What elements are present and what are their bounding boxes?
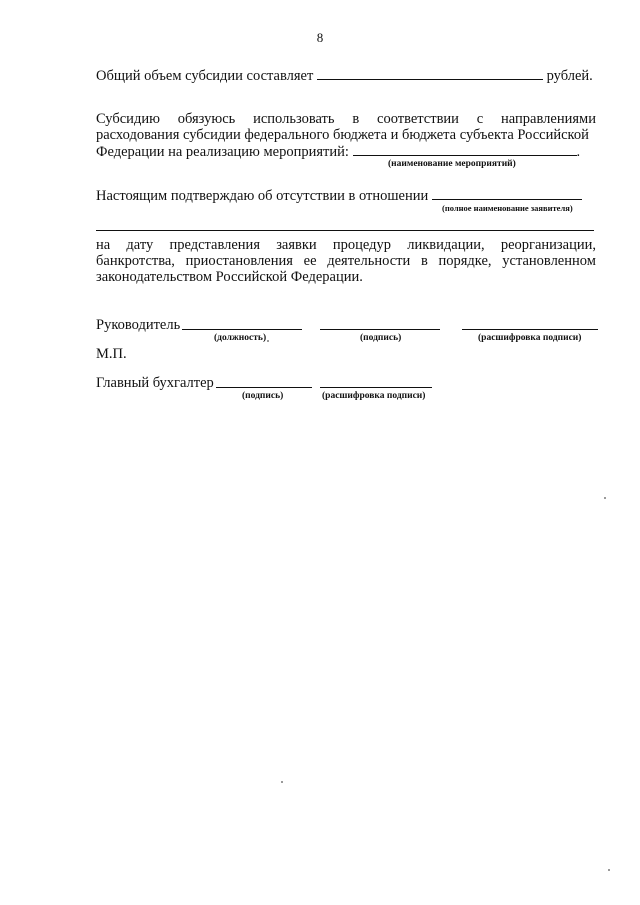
commitment-line-2: расходования субсидии федерального бюджета и бюджета субъекта Российской: [96, 127, 589, 143]
statement-word: в: [420, 253, 428, 269]
head-position-caption: (должность): [214, 333, 267, 343]
scan-speck: [604, 497, 606, 499]
head-signature-field[interactable]: [320, 329, 440, 330]
applicant-name-continuation-line[interactable]: [96, 230, 594, 231]
commitment-word: с: [476, 111, 484, 127]
subsidy-unit: рублей.: [546, 68, 593, 84]
applicant-caption: (полное наименование заявителя): [442, 203, 573, 213]
statement-word: процедур: [332, 237, 392, 253]
commitment-word: Субсидию: [96, 111, 160, 127]
events-caption: (наименование мероприятий): [388, 159, 516, 169]
statement-word: приостановления: [185, 253, 293, 269]
statement-word: заявки: [276, 237, 317, 253]
accountant-signature-caption: (подпись): [242, 391, 284, 401]
scan-speck: [267, 340, 269, 342]
statement-word: реорганизации,: [500, 237, 596, 253]
accountant-name-caption: (расшифровка подписи): [322, 391, 426, 401]
statement-word: на: [96, 237, 111, 253]
commitment-events-label: Федерации на реализацию мероприятий:: [96, 144, 349, 160]
commitment-word: направлениями: [501, 111, 596, 127]
commitment-word: соответствии: [377, 111, 459, 127]
commitment-word: обязуюсь: [177, 111, 236, 127]
scan-speck: [281, 781, 283, 783]
statement-word: ее: [303, 253, 317, 269]
subsidy-total-line: [96, 66, 593, 85]
subsidy-total-label: Общий объем субсидии составляет: [96, 68, 314, 84]
statement-word: ликвидации,: [407, 237, 485, 253]
statement-word: деятельности: [327, 253, 411, 269]
subsidy-amount-field[interactable]: [317, 66, 543, 80]
accountant-signature-field[interactable]: [216, 387, 312, 388]
scan-speck: [608, 869, 610, 871]
head-name-field[interactable]: [462, 329, 598, 330]
applicant-name-field[interactable]: [432, 186, 582, 200]
head-label: Руководитель: [96, 317, 181, 333]
statement-word: установленном: [502, 253, 596, 269]
statement-word: банкротства,: [96, 253, 175, 269]
head-signature-caption: (подпись): [360, 333, 402, 343]
head-name-caption: (расшифровка подписи): [478, 333, 582, 343]
accountant-label: Главный бухгалтер: [96, 375, 214, 391]
page-number: 8: [316, 30, 324, 45]
statement-word: дату: [126, 237, 154, 253]
statement-word: представления: [169, 237, 260, 253]
accountant-name-field[interactable]: [320, 387, 432, 388]
events-name-field[interactable]: [353, 142, 577, 156]
commitment-word: в: [352, 111, 360, 127]
confirmation-label: Настоящим подтверждаю об отсутствии в отношении: [96, 188, 429, 204]
seal-label: М.П.: [96, 346, 127, 362]
head-position-field[interactable]: [182, 329, 302, 330]
statement-word: порядке,: [438, 253, 492, 269]
commitment-end-period: .: [576, 144, 581, 160]
statement-line-3: законодательством Российской Федерации.: [96, 269, 363, 285]
commitment-word: использовать: [253, 111, 335, 127]
